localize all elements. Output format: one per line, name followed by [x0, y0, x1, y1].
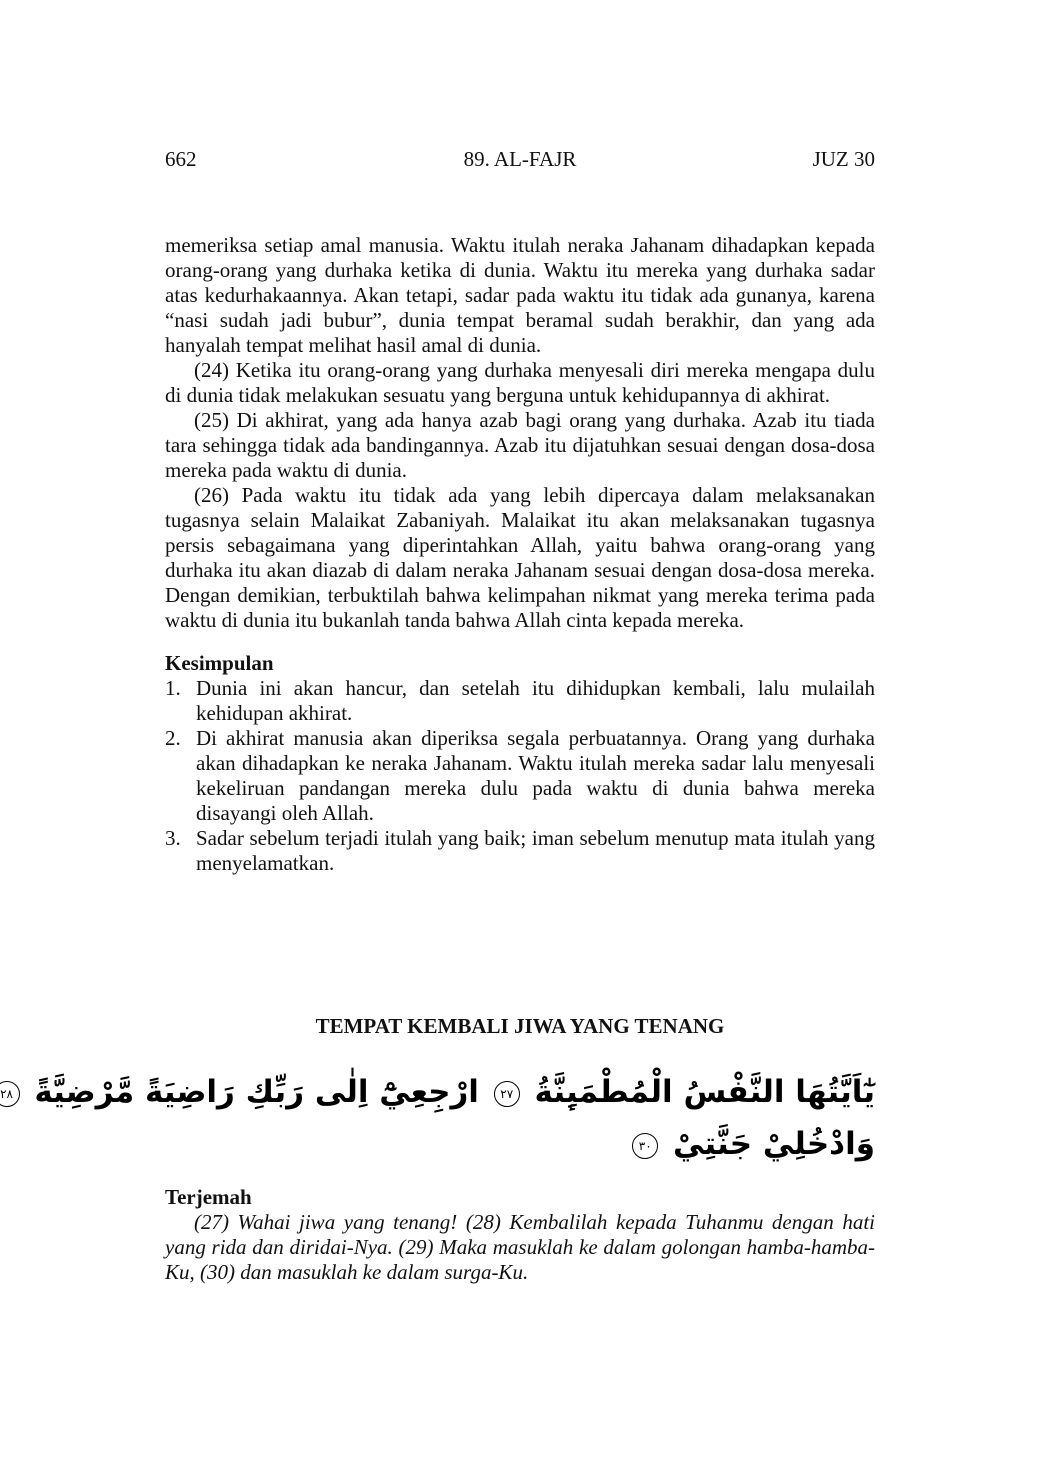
- conclusion-number: 3.: [165, 826, 181, 850]
- arabic-ayah-30: وَادْخُلِيْ جَنَّتِيْ: [673, 1126, 875, 1162]
- conclusion-item-2: [165, 726, 875, 826]
- conclusion-heading: Kesimpulan: [165, 651, 274, 675]
- paragraph-ayah-26: (26) Pada waktu itu tidak ada yang lebih dipercaya dalam melaksanakan tugasnya selain Malaikat Zabaniyah. Malaikat itu akan melaksanakan tugasnya persis sebagaimana yang diperintahkan Allah, yaitu bahwa orang-orang yang durhaka itu akan diazab di dalam neraka Jahanam sesuai dengan dosa-dosa mereka. Dengan demikian, terbuktilah bahwa kelimpahan nikmat yang mereka terima pada waktu di dunia itu bukanlah tanda bahwa Allah cinta kepada mereka.: [165, 483, 875, 632]
- translation-text: (27) Wahai jiwa yang tenang! (28) Kembalilah kepada Tuhanmu dengan hati yang rida dan diridai-Nya. (29) Maka masuklah ke dalam golongan hamba-hamba-Ku, (30) dan masuklah ke dalam surga-Ku.: [165, 1210, 875, 1284]
- page-header: [165, 145, 875, 173]
- ayah-end-marker-27: ٢٧: [494, 1081, 520, 1107]
- conclusion-list: [165, 676, 875, 876]
- conclusion-text: Di akhirat manusia akan diperiksa segala perbuatannya. Orang yang durhaka akan dihadapkan ke neraka Jahanam. Waktu itulah mereka sadar lalu menyesali kekeliruan pandangan mereka dulu pada waktu di dunia bahwa mereka disayangi oleh Allah.: [196, 726, 875, 825]
- translation-section: [165, 1185, 875, 1285]
- section-title: TEMPAT KEMBALI JIWA YANG TENANG: [315, 1014, 725, 1038]
- ayah-end-marker-28: ٢٨: [0, 1081, 20, 1107]
- conclusion-item-1: [165, 676, 875, 726]
- conclusion-text: Sadar sebelum terjadi itulah yang baik; iman sebelum menutup mata itulah yang menyelamatkan.: [196, 826, 875, 875]
- arabic-ayah-27: يٰٓاَيَّتُهَا النَّفْسُ الْمُطْمَىِٕنَّةُ: [534, 1074, 875, 1110]
- arabic-ayah-28: ارْجِعِيْٓ اِلٰى رَبِّكِ رَاضِيَةً مَّرْضِيَّةً: [34, 1074, 479, 1110]
- main-content: [165, 233, 875, 876]
- arabic-line-2: [165, 1118, 875, 1170]
- paragraph-ayah-24: (24) Ketika itu orang-orang yang durhaka menyesali diri mereka mengapa dulu di dunia tidak melakukan sesuatu yang berguna untuk kehidupannya di akhirat.: [165, 358, 875, 407]
- conclusion-item-3: [165, 826, 875, 876]
- conclusion-number: 1.: [165, 676, 181, 700]
- juz-label: JUZ 30: [812, 147, 875, 171]
- arabic-line-1: [0, 1066, 875, 1118]
- paragraph-continuation: memeriksa setiap amal manusia. Waktu itulah neraka Jahanam dihadapkan kepada orang-orang yang durhaka ketika di dunia. Waktu itu mereka yang durhaka sadar atas kedurhakaannya. Akan tetapi, sadar pada waktu itu tidak ada gunanya, karena “nasi sudah jadi bubur”, dunia tempat beramal sudah berakhir, dan yang ada hanyalah tempat melihat hasil amal di dunia.: [165, 233, 875, 357]
- surah-title: 89. AL-FAJR: [463, 147, 577, 171]
- conclusion-text: Dunia ini akan hancur, dan setelah itu dihidupkan kembali, lalu mulailah kehidupan akhirat.: [196, 676, 875, 725]
- page-number: 662: [165, 147, 197, 171]
- translation-heading: Terjemah: [165, 1185, 252, 1209]
- ayah-end-marker-30: ٣٠: [632, 1133, 658, 1159]
- conclusion-number: 2.: [165, 726, 181, 750]
- paragraph-ayah-25: (25) Di akhirat, yang ada hanya azab bagi orang yang durhaka. Azab itu tiada tara sehingga tidak ada bandingannya. Azab itu dijatuhkan sesuai dengan dosa-dosa mereka pada waktu di dunia.: [165, 408, 875, 482]
- arabic-verses: [0, 1066, 875, 1186]
